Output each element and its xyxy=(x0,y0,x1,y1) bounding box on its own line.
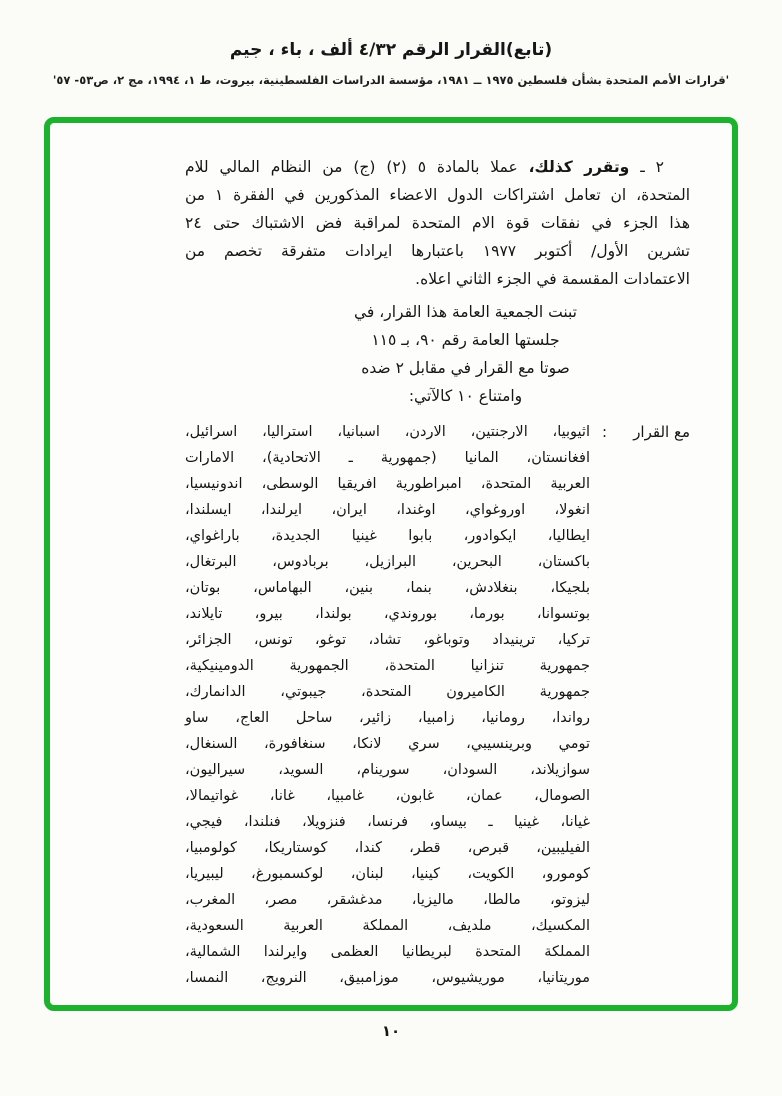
text-line: المملكة المتحدة لبريطانيا العظمى وايرلندا الشمالية، xyxy=(185,944,590,960)
text-line: الصومال، عمان، غابون، غامبيا، غانا، غواتيمالا، xyxy=(185,788,590,804)
page-footer xyxy=(0,1022,782,1040)
decides-bold-phrase: وتقرر كذلك، xyxy=(528,158,630,176)
paragraph-number: ٢ ـ xyxy=(629,158,664,176)
text-line: تركيا، ترينيداد وتوباغو، تشاد، توغو، تونس، الجزائر، xyxy=(185,632,590,648)
text-line: موريتانيا، موريشيوس، موزامبيق، النرويج، النمسا، xyxy=(185,970,590,986)
vote-label xyxy=(602,419,690,991)
text-line: الفيليبين، قبرص، قطر، كندا، كوستاريكا، كولومبيا، xyxy=(185,840,590,856)
text-line: تومي وبرينسيبي، سري لانكا، سنغافورة، السنغال، xyxy=(185,736,590,752)
page-header xyxy=(0,40,782,87)
text-line: ايطاليا، ايكوادور، بابوا غينيا الجديدة، باراغواي، xyxy=(185,528,590,544)
text-line: اثيوبيا، الارجنتين، الاردن، اسبانيا، استراليا، اسرائيل، xyxy=(185,424,590,440)
text-line: باكستان، البحرين، البرازيل، بربادوس، البرتغال، xyxy=(185,554,590,570)
paragraph-first-line-rest: عملا بالمادة ٥ (٢) (ج) من النظام المالي للام xyxy=(185,158,529,176)
paragraph-first-line xyxy=(185,153,690,181)
text-line: وامتناع ١٠ كالآتي: xyxy=(408,387,523,405)
text-line: سوازيلاند، السودان، سورينام، السويد، سيراليون، xyxy=(185,762,590,778)
text-line: بوتسوانا، بورما، بوروندي، بولندا، بيرو، تايلاند، xyxy=(185,606,590,622)
vote-record xyxy=(185,419,690,991)
text-line: جمهورية تنزانيا المتحدة، الجمهورية الدومينيكية، xyxy=(185,658,590,674)
countries-in-favour-list xyxy=(185,419,590,991)
text-line: المكسيك، ملديف، المملكة العربية السعودية، xyxy=(185,918,590,934)
text-line: ليزوتو، مالطا، ماليزيا، مدغشقر، مصر، المغرب، xyxy=(185,892,590,908)
text-line: غيانا، غينيا ـ بيساو، فرنسا، فنزويلا، فنلندا، فيجي، xyxy=(185,814,590,830)
green-frame xyxy=(44,117,738,1011)
text-line: جلستها العامة رقم ٩٠، بـ ١١٥ xyxy=(371,331,560,349)
text-line: جمهورية الكاميرون المتحدة، جيبوتي، الدانمارك، xyxy=(185,684,590,700)
text-line: تشرين الأول/ أكتوبر ١٩٧٧ باعتبارها ايرادات متفرقة تخصم من xyxy=(185,242,690,260)
text-line: افغانستان، المانيا (جمهورية ـ الاتحادية)، الامارات xyxy=(185,450,590,466)
vote-label-text: مع القرار xyxy=(633,423,690,441)
text-line: انغولا، اوروغواي، اوغندا، ايران، ايرلندا، ايسلندا، xyxy=(185,502,590,518)
adoption-note xyxy=(241,298,690,410)
source-citation: 'قرارات الأمم المتحدة بشأن فلسطين ١٩٧٥ ــ ١٩٨١، مؤسسة الدراسات الفلسطينية، بيروت، ط ١، ١٩٩٤، مج ٢، ص٥٣- ٥٧' xyxy=(52,73,730,87)
text-column xyxy=(185,153,690,991)
text-line: الاعتمادات المقسمة في الجزء الثاني اعلاه. xyxy=(415,270,690,288)
text-line: صوتا مع القرار في مقابل ٢ ضده xyxy=(361,359,570,377)
text-line: كومورو، الكويت، كينيا، لبنان، لوكسمبورغ، ليبيريا، xyxy=(185,866,590,882)
text-line: العربية المتحدة، امبراطورية افريقيا الوسطى، اندونيسيا، xyxy=(185,476,590,492)
text-line: هذا الجزء في نفقات قوة الام المتحدة لمراقبة فض الاشتباك حتى ٢٤ xyxy=(185,214,690,232)
text-line: المتحدة، ان تعامل اشتراكات الدول الاعضاء المذكورين في الفقرة ١ من xyxy=(185,186,691,204)
text-line: بلجيكا، بنغلادش، بنما، بنين، البهاماس، بوتان، xyxy=(185,580,590,596)
vote-label-colon: : xyxy=(602,423,608,441)
resolution-paragraph xyxy=(185,153,690,293)
text-line: تبنت الجمعية العامة هذا القرار، في xyxy=(354,303,577,321)
page-number: ١٠ xyxy=(381,1022,401,1040)
resolution-title: (تابع)القرار الرقم ٤/٣٢ ألف ، باء ، جيم xyxy=(229,40,553,60)
text-line: رواندا، رومانيا، زامبيا، زائير، ساحل العاج، ساو xyxy=(185,710,590,726)
